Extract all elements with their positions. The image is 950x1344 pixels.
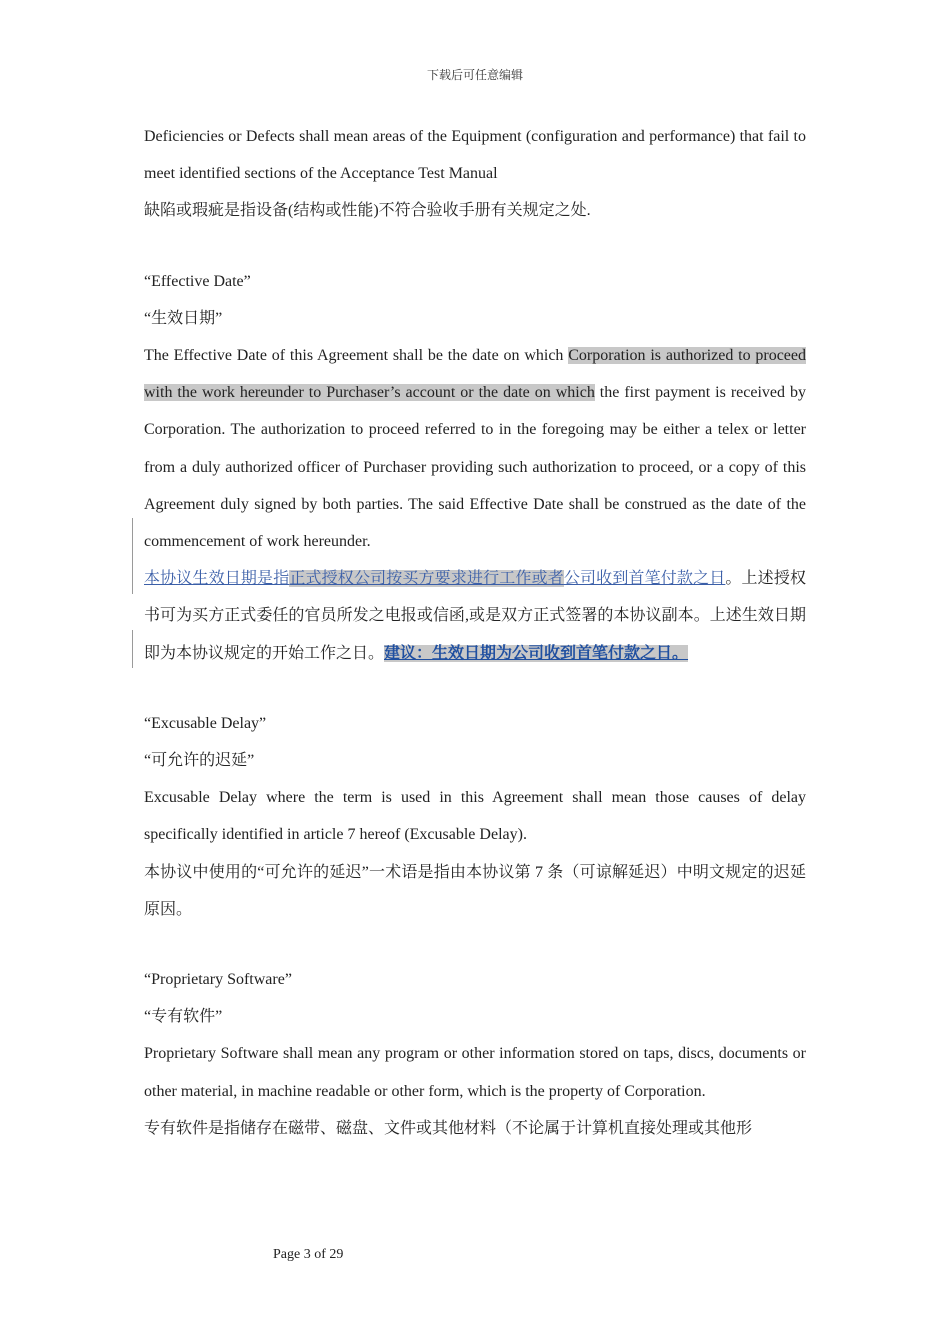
effective-date-en-part1: The Effective Date of this Agreement shall be the date on which bbox=[144, 347, 569, 365]
excusable-delay-title-en: “Excusable Delay” bbox=[144, 714, 267, 732]
effective-date-title-en: “Effective Date” bbox=[144, 272, 251, 290]
effective-date-zh bbox=[144, 560, 806, 672]
effective-date-zh-link2[interactable]: 公司收到首笔付款之日 bbox=[563, 570, 726, 588]
proprietary-software-en: Proprietary Software shall mean any program or other information stored on taps, discs, documents or other material, in machine readable or other form, which is the property of Corporation. bbox=[144, 1045, 806, 1100]
excusable-delay-en: Excusable Delay where the term is used in this Agreement shall mean those causes of delay specifically identified in article 7 hereof (Excusable Delay). bbox=[144, 789, 806, 844]
effective-date-zh-link1[interactable]: 本协议生效日期是指 bbox=[144, 570, 290, 588]
effective-date-en bbox=[144, 337, 806, 560]
effective-date-zh-link-highlight[interactable]: 正式授权公司按买方要求进行工作或者 bbox=[289, 570, 564, 588]
proprietary-software-title-en: “Proprietary Software” bbox=[144, 971, 292, 989]
effective-date-suggestion[interactable]: 建议：生效日期为公司收到首笔付款之日。 bbox=[384, 644, 689, 662]
excusable-delay-zh: 本协议中使用的“可允许的延迟”一术语是指由本协议第 7 条（可谅解延迟）中明文规定的迟延原因。 bbox=[144, 863, 806, 918]
proprietary-software-title-zh: “专有软件” bbox=[144, 1008, 223, 1026]
proprietary-software-zh: 专有软件是指储存在磁带、磁盘、文件或其他材料（不论属于计算机直接处理或其他形 bbox=[144, 1119, 753, 1137]
effective-date-en-highlight: Corporation is authorized to proceed with the work hereunder to Purchaser’s account or the date on which bbox=[144, 347, 807, 402]
effective-date-en-part2: the first payment is received by Corporation. The authorization to proceed referred to in the foregoing may be either a telex or letter from a duly authorized officer of Purchaser providing such authorization to proceed, or a copy of this Agreement duly signed by both parties. The said Effective Date shall be construed as the date of the commencement of work hereunder. bbox=[144, 384, 806, 551]
deficiencies-zh: 缺陷或瑕疵是指设备(结构或性能)不符合验收手册有关规定之处. bbox=[144, 202, 591, 220]
revision-bar bbox=[132, 630, 133, 668]
page-number: Page 3 of 29 bbox=[273, 1247, 344, 1262]
effective-date-title-zh: “生效日期” bbox=[144, 309, 223, 327]
revision-bar bbox=[132, 518, 133, 594]
deficiencies-en: Deficiencies or Defects shall mean areas of the Equipment (configuration and performance) that fail to meet identified sections of the Acceptance Test Manual bbox=[144, 128, 806, 183]
effective-date-zh-rest: 。上述授权书可为买方正式委任的官员所发之电报或信函,或是双方正式签署的本协议副本。上述生效日期即为本协议规定的开始工作之日。 bbox=[144, 570, 806, 662]
page-header: 下载后可任意编辑 bbox=[426, 68, 523, 82]
excusable-delay-title-zh: “可允许的迟延” bbox=[144, 752, 255, 770]
document-body bbox=[144, 118, 806, 1147]
